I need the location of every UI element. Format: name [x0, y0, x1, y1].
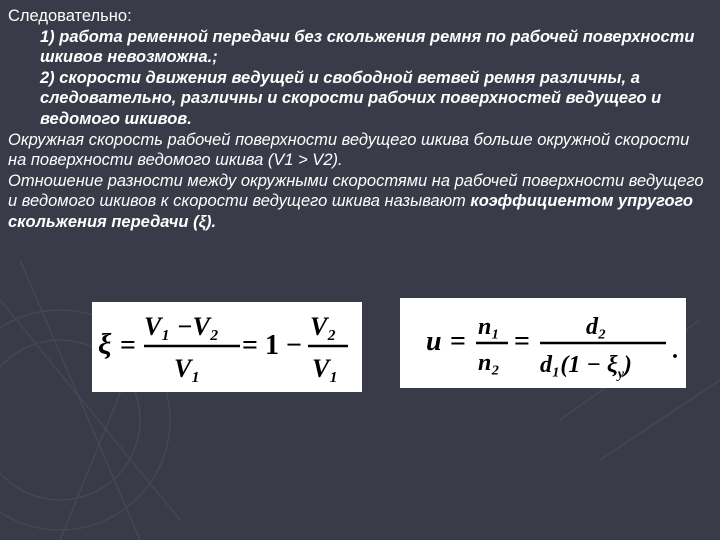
slide-text	[8, 6, 712, 233]
equals-sign-2: =	[514, 326, 530, 357]
xi-numerator-2: V₂	[310, 312, 337, 341]
xi-denominator-2: V₁	[312, 354, 339, 383]
paragraph-4-term: коэффициентом упругого скольжения передачи (ξ).	[8, 192, 694, 231]
u-symbol: u	[426, 326, 442, 357]
ratio-denominator-n2: n₂	[478, 350, 500, 376]
ratio-denominator-d1: $d_1(1 - \xi_у)$	[540, 352, 632, 382]
ratio-numerator-n1: n₁	[478, 314, 500, 340]
equals-one-minus: = 1 −	[242, 330, 302, 361]
xi-symbol: ξ	[98, 328, 112, 361]
paragraph-2: 2) скорости движения ведущей и свободной ветвей ремня различны, а следовательно, различны и скорости рабочих поверхностей ведущего и ведомого шкивов.	[40, 68, 662, 128]
period: .	[672, 338, 678, 364]
equals-sign: =	[120, 330, 136, 361]
heading: Следовательно:	[8, 7, 132, 25]
equals-sign: =	[450, 326, 466, 357]
paragraph-1: 1) работа ременной передачи без скольжения ремня по рабочей поверхности шкивов невозможна.;	[40, 27, 695, 67]
paragraph-4-lead: Отношение разности между окружными скоростями на рабочей поверхности ведущего и ведомого шкивов к скорости ведущего шкива называют	[8, 171, 704, 211]
ratio-numerator-d2: d₂	[586, 314, 607, 340]
xi-numerator: V₁ −V₂	[144, 312, 220, 341]
paragraph-4	[8, 171, 712, 233]
xi-denominator: V₁	[174, 354, 201, 383]
gear-ratio-formula	[400, 298, 686, 388]
slip-coefficient-formula	[92, 302, 362, 392]
paragraph-3: Окружная скорость рабочей поверхности ведущего шкива больше окружной скорости на поверхности ведомого шкива (V1 > V2).	[8, 130, 690, 170]
